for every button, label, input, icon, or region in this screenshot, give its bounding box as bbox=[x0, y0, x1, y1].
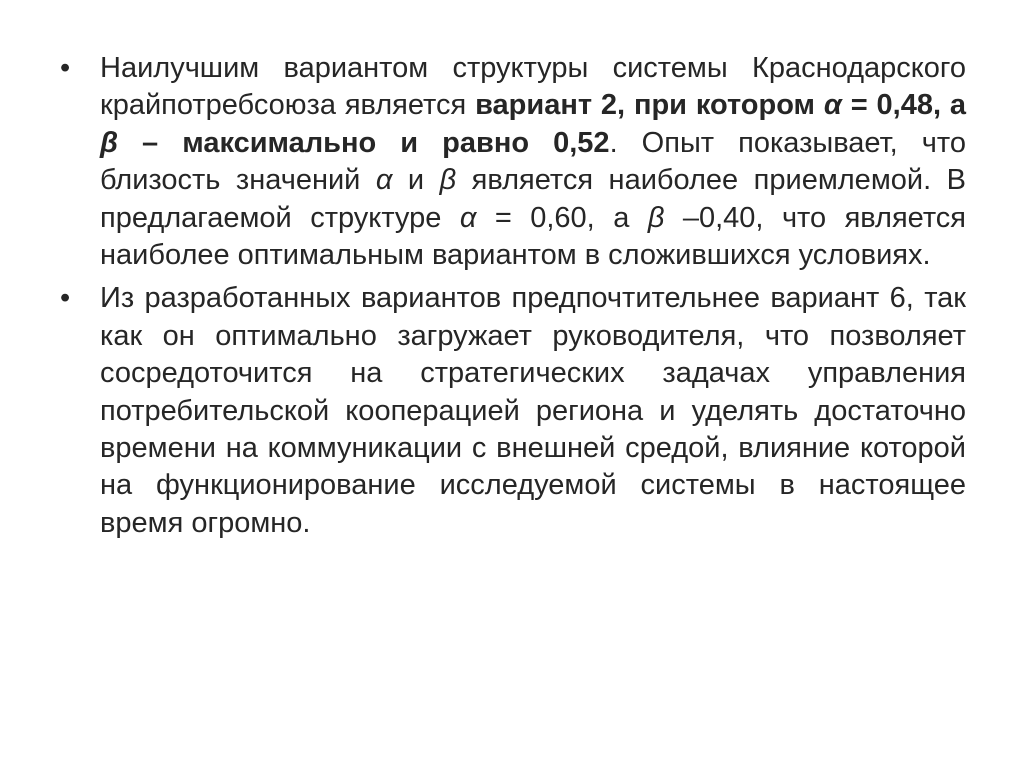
bullet-item-structure-variant bbox=[60, 50, 966, 274]
paragraph-text: –0,40, что является наиболее оптимальным вариантом в сложившихся условиях. bbox=[100, 201, 967, 272]
paragraph-text: . Опыт показывает, что близость значений bbox=[100, 126, 966, 197]
alpha-symbol: α bbox=[375, 164, 393, 197]
alpha-symbol: α bbox=[823, 89, 842, 122]
bold-text: – максимально и равно 0,52 bbox=[118, 126, 610, 159]
alpha-symbol: α bbox=[459, 201, 477, 234]
bullet-item-variant-6 bbox=[60, 280, 966, 542]
paragraph-text: Из разработанных вариантов предпочтительнее вариант 6, так как он оптимально загружает руководителя, что позволяет сосредоточится на стратегических задачах управления потребительской кооперацией региона и уделять достаточно времени на коммуникации с внешней средой, влияние которой на функционирование исследуемой системы в настоящее время огромно. bbox=[100, 282, 966, 539]
paragraph-text: Наилучшим вариантом структуры системы Краснодарского крайпотребсоюза является bbox=[100, 52, 966, 122]
beta-symbol: β bbox=[439, 164, 457, 197]
bold-text: вариант 2, при котором bbox=[475, 89, 824, 122]
bold-text: = 0,48, а bbox=[841, 89, 966, 122]
paragraph-text: = 0,60, а bbox=[476, 201, 648, 234]
bullet-list bbox=[60, 50, 966, 548]
paragraph-text: и bbox=[392, 164, 440, 197]
paragraph-text: является наиболее приемлемой. В предлагаемой структуре bbox=[100, 164, 966, 234]
beta-symbol: β bbox=[100, 126, 118, 159]
bullet-icon: • bbox=[60, 52, 71, 84]
beta-symbol: β bbox=[647, 201, 665, 234]
bullet-icon: • bbox=[60, 282, 71, 315]
